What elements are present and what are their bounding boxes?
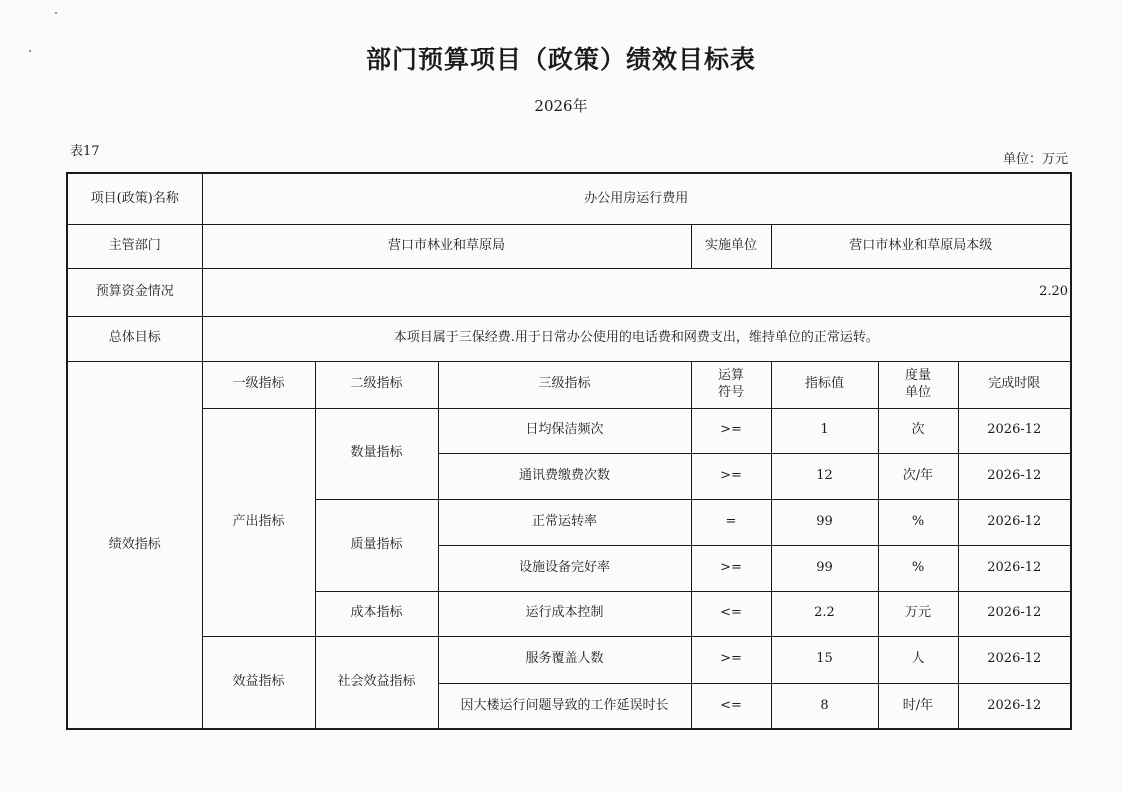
indicator-operator: >= (691, 545, 771, 591)
header-level2: 二级指标 (315, 361, 438, 408)
level1-output: 产出指标 (202, 408, 315, 636)
project-name-label: 项目(政策)名称 (67, 173, 202, 224)
indicator-deadline: 2026-12 (958, 683, 1071, 729)
scan-mark (55, 12, 57, 14)
header-level1: 一级指标 (202, 361, 315, 408)
overall-goal-label: 总体目标 (67, 316, 202, 361)
indicator-unit: % (878, 499, 958, 545)
indicator-name: 正常运转率 (438, 499, 691, 545)
indicator-operator: <= (691, 591, 771, 636)
level2-cost: 成本指标 (315, 591, 438, 636)
indicator-value: 15 (771, 636, 878, 683)
department-label: 主管部门 (67, 224, 202, 268)
indicator-name: 设施设备完好率 (438, 545, 691, 591)
header-level3: 三级指标 (438, 361, 691, 408)
page-title: 部门预算项目（政策）绩效目标表 (365, 45, 756, 74)
indicator-value: 1 (771, 408, 878, 453)
level2-quality: 质量指标 (315, 499, 438, 591)
indicator-name: 日均保洁频次 (438, 408, 691, 453)
header-operator: 运算 符号 (691, 361, 771, 408)
implementer-value: 营口市林业和草原局本级 (771, 224, 1071, 268)
level2-quantity: 数量指标 (315, 408, 438, 499)
indicator-unit: 次/年 (878, 453, 958, 499)
indicator-unit: 万元 (878, 591, 958, 636)
currency-unit: 单位：万元 (1002, 152, 1068, 167)
indicator-row (67, 408, 1071, 453)
indicator-unit: 次 (878, 408, 958, 453)
performance-target-table (66, 172, 1072, 730)
indicator-name: 通讯费缴费次数 (438, 453, 691, 499)
indicator-operator: >= (691, 408, 771, 453)
indicator-operator: >= (691, 453, 771, 499)
department-row (67, 224, 1071, 268)
budget-label: 预算资金情况 (67, 268, 202, 316)
indicator-value: 2.2 (771, 591, 878, 636)
indicator-deadline: 2026-12 (958, 636, 1071, 683)
level1-benefit: 效益指标 (202, 636, 315, 729)
indicator-unit: 人 (878, 636, 958, 683)
header-value: 指标值 (771, 361, 878, 408)
indicator-deadline: 2026-12 (958, 453, 1071, 499)
indicator-operator: = (691, 499, 771, 545)
indicator-value: 99 (771, 499, 878, 545)
indicator-name: 服务覆盖人数 (438, 636, 691, 683)
budget-value: 2.20 (202, 268, 1071, 316)
indicator-value: 8 (771, 683, 878, 729)
indicator-name: 运行成本控制 (438, 591, 691, 636)
budget-year: 2026年 (534, 97, 588, 115)
level2-social: 社会效益指标 (315, 636, 438, 729)
overall-goal-value: 本项目属于三保经费.用于日常办公使用的电话费和网费支出，维持单位的正常运转。 (202, 316, 1071, 361)
indicator-unit: % (878, 545, 958, 591)
project-name-value: 办公用房运行费用 (202, 173, 1071, 224)
indicator-deadline: 2026-12 (958, 408, 1071, 453)
indicator-operator: >= (691, 636, 771, 683)
implementer-label: 实施单位 (691, 224, 771, 268)
header-unit: 度量 单位 (878, 361, 958, 408)
budget-row (67, 268, 1071, 316)
indicator-row (67, 636, 1071, 683)
overall-goal-row (67, 316, 1071, 361)
department-value: 营口市林业和草原局 (202, 224, 691, 268)
indicator-header-row (67, 361, 1071, 408)
indicator-operator: <= (691, 683, 771, 729)
indicator-unit: 时/年 (878, 683, 958, 729)
indicator-deadline: 2026-12 (958, 499, 1071, 545)
table-number: 表17 (70, 144, 100, 159)
project-name-row (67, 173, 1071, 224)
performance-label: 绩效指标 (67, 361, 202, 729)
indicator-deadline: 2026-12 (958, 545, 1071, 591)
header-deadline: 完成时限 (958, 361, 1071, 408)
indicator-value: 99 (771, 545, 878, 591)
indicator-name: 因大楼运行问题导致的工作延误时长 (438, 683, 691, 729)
indicator-deadline: 2026-12 (958, 591, 1071, 636)
indicator-value: 12 (771, 453, 878, 499)
